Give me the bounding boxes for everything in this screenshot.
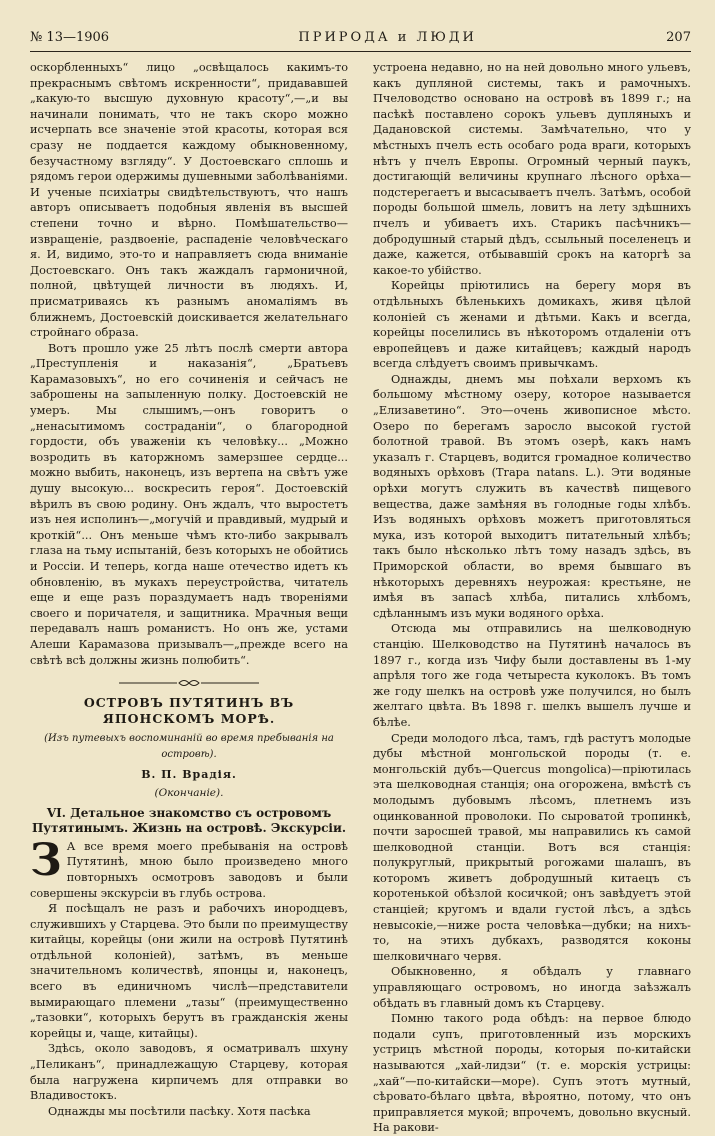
paragraph: Вотъ прошло уже 25 лѣтъ послѣ смерти автора „Преступленія и наказанія“, „Братьевъ Карамазовыхъ“, но его сочиненія и сейчасъ не заброшены на запыленную полку. Достоевскій не умеръ. Мы слышимъ,—онъ говоритъ о „ненасытимомъ состраданіи“, о благородной гордости, объ уваженіи къ человѣку... „Можно возродить въ каторжномъ замерзшее сердце... можно выбить, наконецъ, изъ вертепа на свѣтъ уже душу высокую... воскресить героя“. Достоевскій вѣрилъ въ свою родину. Онъ ждалъ, что выростетъ изъ нея исполинъ—„могучій и правдивый, мудрый и кроткій“... Онъ меньше чѣмъ кто-либо закрывалъ глаза на тьму испытаній, безъ которыхъ не обойтись и Россіи. И теперь, когда наше отечество идетъ къ обновленію, въ мукахъ переустройства, читатель еще и еще разъ пораздумаетъ надъ твореніями своего и поричателя, и защитника. Мрачныя вещи передавалъ нашъ романистъ. Но онъ же, устами Алеши Карамазова призывалъ—„прежде всего на свѣтѣ всѣ должны жизнь полюбить“. bbox=[30, 341, 348, 667]
left-column bbox=[30, 60, 348, 1136]
drop-cap: З bbox=[30, 834, 62, 886]
paragraph: оскорбленныхъ“ лицо „освѣщалось какимъ-то прекраснымъ свѣтомъ искренности“, придававшей „какую-то высшую духовную красоту“,—„и вы начинали понимать, что не такъ скоро можно исчерпать все значеніе этой красоты, которая вся сразу не поддается каждому обыкновенному, безучастному взгляду“. У Достоевскаго сплошь и рядомъ герои одержимы душевными заболѣваніями. И ученые психіатры свидѣтельствуютъ, что нашъ авторъ описываетъ подобныя явленія въ высшей степени точно и вѣрно. Помѣшательство—извращеніе, раздвоеніе, распаденіе человѣческаго я. И, видимо, это-то и направляетъ сюда вниманіе Достоевскаго. Онъ такъ жаждалъ гармоничной, полной, цвѣтущей личности въ людяхъ. И, присматриваясь къ разнымъ аномаліямъ въ ближнемъ, Достоевскій доискивается желательнаго стройнаго образа. bbox=[30, 61, 348, 340]
first-paragraph bbox=[30, 834, 348, 901]
running-header bbox=[30, 30, 691, 48]
paragraph: Отсюда мы отправились на шелководную станцію. Шелководство на Путятинѣ началось въ 1897 г., когда изъ Чифу были доставлены въ 1-му апрѣля того же года четыреста куколокъ. Въ томъ же году шелкъ на островѣ уже получился, но былъ желтаго цвѣта. Въ 1898 г. шелкъ вышелъ лучше и бѣлѣе. bbox=[373, 622, 691, 729]
paragraph: Здѣсь, около заводовъ, я осматривалъ шхуну „Пеликанъ“, принадлежащую Старцеву, которая была нагружена кирпичемъ для отправки во Владивостокъ. bbox=[30, 1042, 348, 1103]
page-number: 207 bbox=[666, 30, 691, 45]
issue-number: № 13—1906 bbox=[30, 30, 110, 45]
two-column-body bbox=[30, 60, 691, 1136]
paragraph: устроена недавно, но на ней довольно много ульевъ, какъ дупляной системы, такъ и рамочныхъ. Пчеловодство основано на островѣ въ 1899 г.; на пасѣкѣ поставлено сорокъ ульевъ дупляныхъ и Дадановской системы. Замѣчательно, что у мѣстныхъ пчелъ есть особаго рода враги, которыхъ нѣтъ у пчелъ Европы. Огромный черный паукъ, достигающій величины крупнаго лѣсного орѣха—подстерегаетъ и высасываетъ пчелъ. Затѣмъ, особой породы большой шмель, ловитъ на лету здѣшнихъ пчелъ и убиваетъ ихъ. Старикъ пасѣчникъ—добродушный старый дѣдъ, ссыльный поселенецъ и даже, кажется, отбывавшій срокъ на каторгѣ за какое-то убійство. bbox=[373, 61, 691, 277]
paragraph: Среди молодого лѣса, тамъ, гдѣ растутъ молодые дубы мѣстной монгольской породы (т. е. монгольскій дубъ—Quercus mongolica)—пріютилась эта шелководная станція; она огорожена, вмѣстѣ съ молодымъ дубовымъ лѣсомъ, плетнемъ изъ оцинкованной проволоки. По сыроватой тропинкѣ, почти заросшей травой, мы направились къ самой шелководной станціи. Вотъ вся станція: полукруглый, прикрытый рогожами шалашъ, въ которомъ живетъ добродушный китаецъ съ коротенькой обѣзлой косичкой; онъ завѣдуетъ этой станціей; кругомъ и вдали густой лѣсъ, а здѣсь невысокіе,—ниже роста человѣка—дубки; на нихъ-то, на этихъ дубкахъ, разводятся коконы шелковичнаго червя. bbox=[373, 731, 691, 963]
paragraph: Однажды мы посѣтили пасѣку. Хотя пасѣка bbox=[48, 1104, 311, 1118]
paragraph: Помню такого рода обѣдъ: на первое блюдо подали супъ, приготовленный изъ морскихъ устрицъ мѣстной породы, которыя по-китайски называются „хай-лидзи“ (т. е. морскія устрицы: „хай“—по-китайски—море). Супъ этотъ мутный, сѣровато-бѣлаго цвѣта, вѣроятно, потому, что онъ приправляется мукой; впрочемъ, довольно вкусный. На ракови- bbox=[373, 1012, 691, 1135]
ornament-divider bbox=[30, 677, 348, 687]
chapter-title: VI. Детальное знакомство съ островомъ Путятинымъ. Жизнь на островѣ. Экскурсіи. bbox=[31, 805, 347, 835]
article-author: В. П. Врадія. bbox=[141, 767, 237, 781]
ornament-icon bbox=[119, 678, 259, 688]
header-rule bbox=[30, 51, 691, 52]
paragraph: Обыкновенно, я обѣдалъ у главнаго управляющаго островомъ, но иногда заѣзжалъ обѣдать въ главный домъ къ Старцеву. bbox=[373, 965, 691, 1010]
continuation-note: (Окончаніе). bbox=[154, 787, 224, 800]
paragraph: Корейцы пріютились на берегу моря въ отдѣльныхъ бѣленькихъ домикахъ, живя цѣлой колоніей съ женами и дѣтьми. Какъ и всегда, корейцы поселились въ нѣкоторомъ отдаленіи отъ европейцевъ и даже китайцевъ; каждый народъ всегда слѣдуетъ своимъ привычкамъ. bbox=[373, 279, 691, 371]
paragraph: Однажды, днемъ мы поѣхали верхомъ къ большому мѣстному озеру, которое называется „Елизаветино“. Это—очень живописное мѣсто. Озеро по берегамъ заросло высокой густой болотной травой. Въ этомъ озерѣ, какъ намъ указалъ г. Старцевъ, водится громадное количество водяныхъ орѣховъ (Trapa natans. L.). Эти водяные орѣхи могутъ служить въ качествѣ пищевого вещества, даже замѣняя въ голодные годы хлѣбъ. Изъ водяныхъ орѣховъ можетъ приготовляться мука, изъ которой выходитъ питательный хлѣбъ; такъ было нѣсколько лѣтъ тому назадъ здѣсь, въ Приморской области, во время бывшаго въ нѣкоторыхъ деревняхъ неурожая: крестьяне, не имѣя въ запасѣ хлѣба, питались хлѣбомъ, сдѣланнымъ изъ муки водяного орѣха. bbox=[373, 372, 691, 620]
first-paragraph-text: А все время моего пребыванія на островѣ Путятинѣ, мною было произведено много повторныхъ осмотровъ заводовъ и были совершены экскурсіи въ глубь острова. bbox=[30, 839, 348, 900]
right-column bbox=[373, 60, 691, 1136]
article-subtitle: (Изъ путевыхъ воспоминаній во время пребыванія на островѣ). bbox=[44, 733, 334, 760]
paragraph: Я посѣщалъ не разъ и рабочихъ инородцевъ, служившихъ у Старцева. Это были по преимуществу китайцы, корейцы (они жили на островѣ Путятинѣ отдѣльной колоніей), затѣмъ, въ меньше значительномъ количествѣ, японцы и, наконецъ, всего въ единичномъ числѣ—представители вымирающаго племени „тазы“ (преимущественно „тазовки“, которыхъ берутъ въ гражданскія жены корейцы и, чаще, китайцы). bbox=[30, 902, 348, 1040]
article-title: ОСТРОВЪ ПУТЯТИНЪ ВЪ ЯПОНСКОМЪ МОРѢ. bbox=[83, 695, 295, 726]
journal-title: ПРИРОДА и ЛЮДИ bbox=[298, 30, 477, 45]
